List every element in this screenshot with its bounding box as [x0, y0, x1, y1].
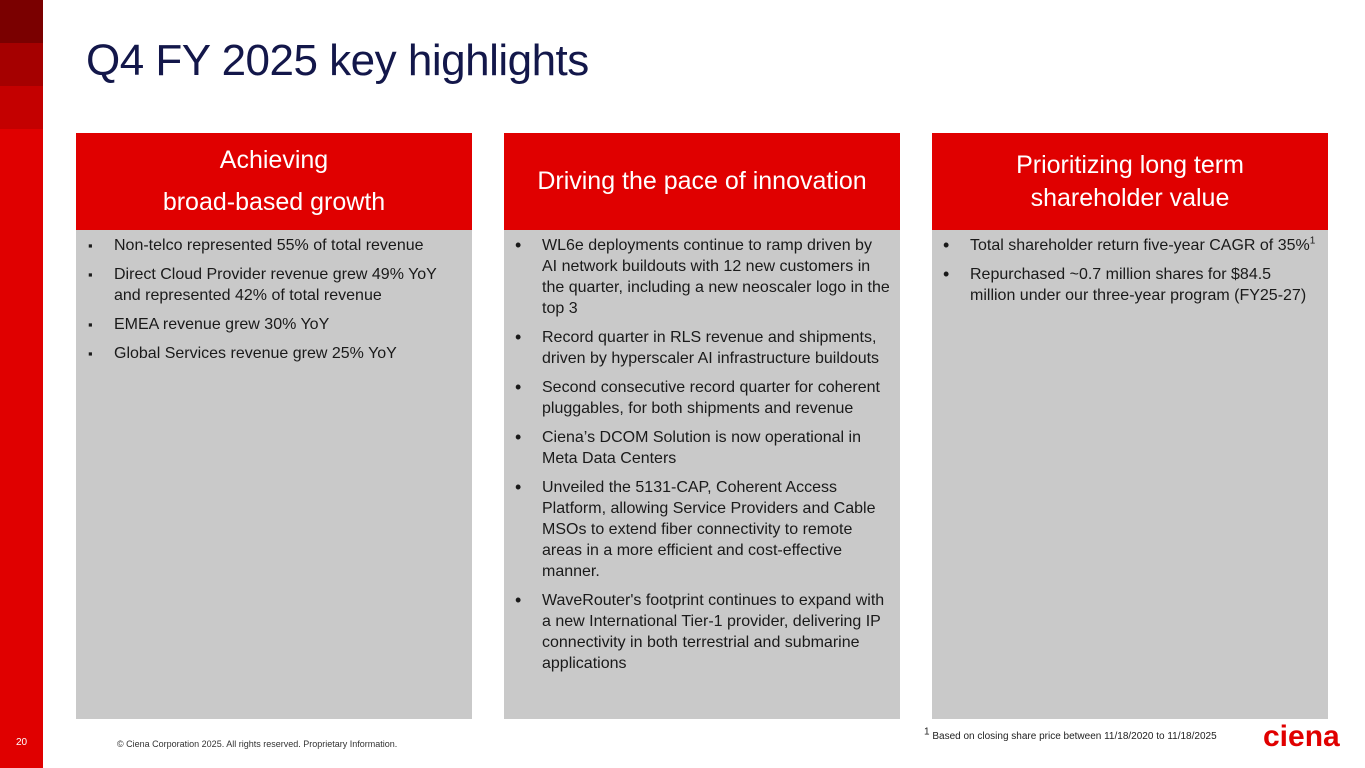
list-item — [942, 235, 1318, 256]
round-bullet-icon: • — [515, 477, 522, 497]
highlight-column-shareholder-value — [932, 133, 1328, 719]
bullet-list — [76, 230, 472, 364]
column-heading-line: Driving the pace of innovation — [537, 167, 867, 196]
footnote-reference: 1 — [1309, 235, 1316, 247]
footnote-marker: 1 — [924, 726, 930, 738]
highlight-column-innovation — [504, 133, 900, 719]
column-heading — [932, 133, 1328, 230]
round-bullet-icon: • — [943, 235, 950, 255]
list-item — [514, 235, 890, 319]
list-item — [514, 590, 890, 674]
list-item-text: Record quarter in RLS revenue and shipments, driven by hyperscaler AI infrastructure buildouts — [542, 329, 880, 367]
column-heading-line: Achieving — [219, 146, 329, 175]
square-bullet-icon: ▪ — [88, 317, 93, 332]
round-bullet-icon: • — [515, 427, 522, 447]
footnote-text: Based on closing share price between 11/18/2020 to 11/18/2025 — [932, 731, 1217, 742]
list-item-text: Non-telco represented 55% of total revenue — [114, 237, 424, 254]
list-item — [86, 235, 462, 256]
list-item — [514, 477, 890, 582]
list-item-text: WaveRouter's footprint continues to expand with a new International Tier-1 provider, delivering IP connectivity in both terrestrial and submarine applications — [542, 592, 885, 672]
round-bullet-icon: • — [515, 590, 522, 610]
footnote — [924, 726, 1217, 742]
page-number: 20 — [15, 737, 28, 748]
list-item-text: Ciena’s DCOM Solution is now operational in Meta Data Centers — [542, 429, 861, 467]
list-item — [514, 377, 890, 419]
bullet-list — [932, 230, 1328, 306]
round-bullet-icon: • — [515, 377, 522, 397]
column-heading — [504, 133, 900, 230]
column-heading-line: broad-based growth — [162, 187, 386, 216]
list-item — [514, 427, 890, 469]
list-item-text: WL6e deployments continue to ramp driven by AI network buildouts with 12 new customers in the quarter, including a new neoscaler logo in the top 3 — [542, 237, 890, 317]
list-item — [942, 264, 1318, 306]
square-bullet-icon: ▪ — [88, 267, 93, 282]
highlight-column-growth — [76, 133, 472, 719]
square-bullet-icon: ▪ — [88, 238, 93, 253]
page-title: Q4 FY 2025 key highlights — [86, 36, 589, 85]
left-accent-bar — [0, 0, 43, 768]
list-item — [86, 314, 462, 335]
list-item — [86, 343, 462, 364]
accent-block-dark — [0, 0, 43, 43]
square-bullet-icon: ▪ — [88, 346, 93, 361]
list-item-text: Repurchased ~0.7 million shares for $84.5 million under our three-year program (FY25-27) — [970, 266, 1307, 304]
ciena-logo — [1263, 718, 1347, 752]
list-item — [86, 264, 462, 306]
list-item-text: EMEA revenue grew 30% YoY — [114, 316, 330, 333]
round-bullet-icon: • — [943, 264, 950, 284]
list-item-text: Unveiled the 5131-CAP, Coherent Access Platform, allowing Service Providers and Cable MSOs to extend fiber connectivity to remote areas in a more efficient and cost-effective manner. — [542, 479, 876, 580]
column-heading-line: shareholder value — [1030, 183, 1230, 212]
list-item-text: Total shareholder return five-year CAGR of 35% — [970, 237, 1310, 254]
list-item — [514, 327, 890, 369]
round-bullet-icon: • — [515, 235, 522, 255]
list-item-text: Global Services revenue grew 25% YoY — [114, 345, 397, 362]
list-item-text: Direct Cloud Provider revenue grew 49% YoY and represented 42% of total revenue — [114, 266, 437, 304]
round-bullet-icon: • — [515, 327, 522, 347]
column-heading-line: Prioritizing long term — [1016, 151, 1244, 179]
column-heading — [76, 133, 472, 230]
logo-wordmark: ciena — [1263, 720, 1340, 752]
accent-block-medium — [0, 43, 43, 86]
bullet-list — [504, 230, 900, 674]
list-item-text: Second consecutive record quarter for coherent pluggables, for both shipments and revenue — [542, 379, 880, 417]
accent-block-light — [0, 86, 43, 129]
copyright-notice: © Ciena Corporation 2025. All rights reserved. Proprietary Information. — [117, 739, 398, 749]
